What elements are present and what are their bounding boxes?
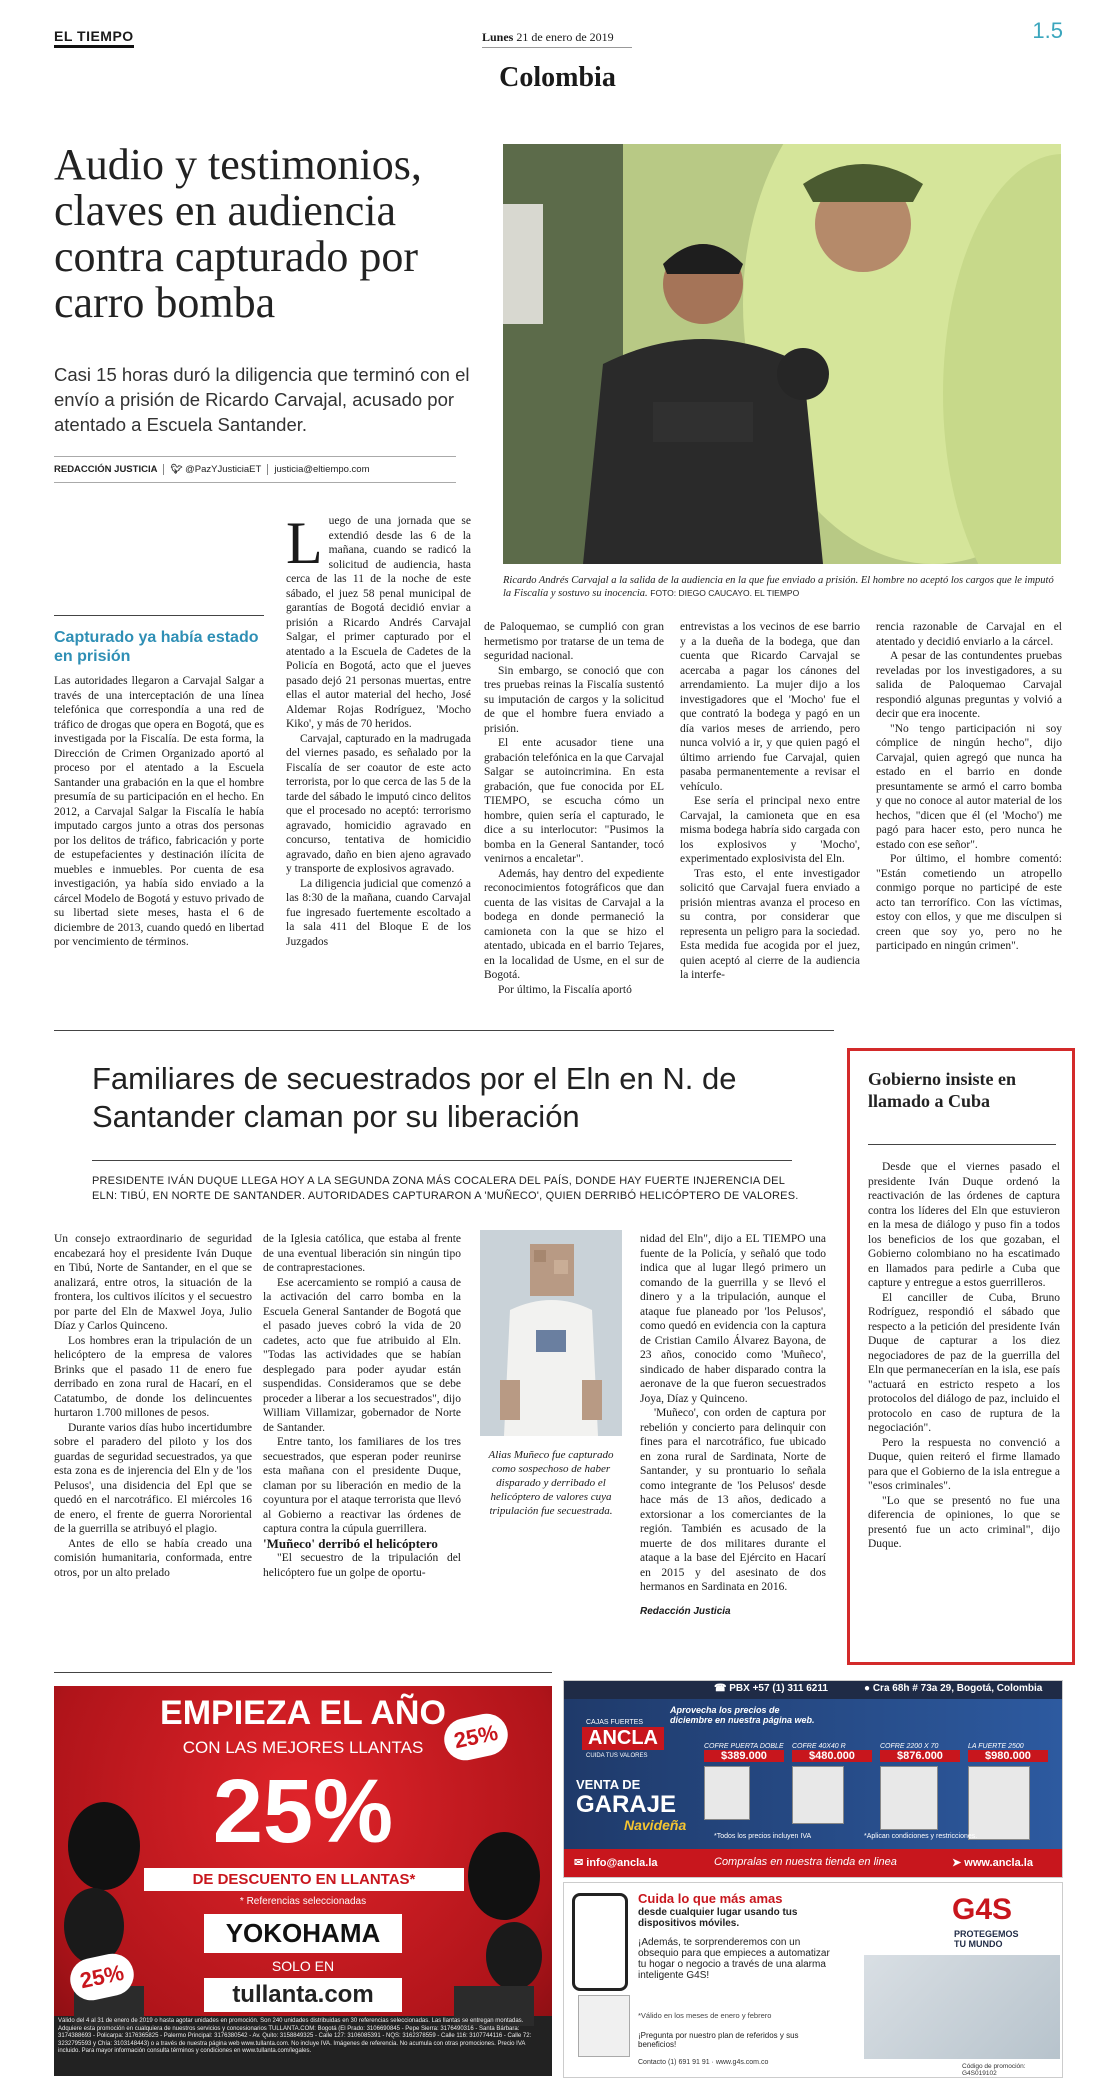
phone-icon: ☎ (714, 1683, 727, 1694)
tire-ad[interactable] (54, 1686, 552, 2076)
date-rest: 21 de enero de 2019 (516, 30, 614, 44)
safe-price: $480.000 (792, 1750, 872, 1762)
story1-col3-p1: de Paloquemao, se cumplió con gran hermetismo por tratarse de un tema de seguridad nacional. (484, 621, 664, 662)
safes-web[interactable]: ➤ www.ancla.la (952, 1857, 1033, 1869)
story1-photo (503, 144, 1061, 564)
g4s-h1: Cuida lo que más amas (638, 1891, 783, 1906)
safes-pbx: ☎ PBX +57 (1) 311 6211 (714, 1683, 828, 1694)
section-title: Colombia (499, 62, 616, 93)
story1-col5-p1: rencia razonable de Carvajal en el atentado y decidió enviarlo a la cárcel. (876, 621, 1062, 648)
story1-byline (54, 456, 456, 483)
story2-deck: PRESIDENTE IVÁN DUQUE LLEGA HOY A LA SEGUNDA ZONA MÁS COCALERA DEL PAÍS, DONDE HAY FUERTE INJERENCIA DEL ELN: TIBÚ, EN NORTE DE SANTANDER. AUTORIDADES CAPTURARON A 'MUÑECO', QUIEN DERRIBÓ HELICÓPTERO DE VALORES. (92, 1175, 799, 1202)
story2-column-2 (263, 1232, 461, 1580)
g4s-tagline-1: PROTEGEMOS (954, 1929, 1019, 1939)
byline-separator-2 (267, 464, 268, 475)
safe-item (704, 1743, 784, 1820)
safe-item (792, 1743, 872, 1824)
story1-column-4 (680, 620, 860, 983)
g4s-promo-code: Código de promoción: G4S019102 (962, 2063, 1026, 2077)
safe-label: COFRE 2200 X 70 (880, 1743, 939, 1750)
byline-twitter: @PazYJusticiaET (185, 464, 262, 476)
story2-col2-p1: de la Iglesia católica, que estaba al frente de una eventual liberación sin ningún tipo de contraprestaciones. (263, 1233, 461, 1274)
story2-col4-p1: nidad del Eln", dijo a EL TIEMPO una fuente de la Policía, y señaló que todo indica que al lugar llegó primero un comando de la guerrilla y se llevó el dinero y a la tripulación, aunque el ataque fue planeado por 'los Pelusos', como quedó en evidencia con la captura de Cristian Camilo Álvarez Bayona, de 23 años, conocido como 'Muñeco', sindicado de haber disparado contra la aeronave de la que fueron secuestrados Joya, Díaz y Quinceno. (640, 1233, 826, 1405)
woman-photo (864, 1955, 1060, 2059)
safe-price: $980.000 (968, 1750, 1048, 1762)
story2-col1-p4: Antes de ello se había creado una comisión humanitaria, conformada, entre otros, por un alto prelado (54, 1537, 252, 1579)
story1-col4-p3: Tras esto, el ente investigador solicitó que Carvajal fuera enviado a prisión mientras avanza el proceso en su contra, por considerar que representa un peligro para la sociedad. Esta medida fue acogida por el juez, quien aceptó al cierre de la audiencia la interfe- (680, 867, 860, 981)
masthead-rule (482, 47, 632, 48)
safes-email[interactable]: ✉ info@ancla.la (574, 1857, 658, 1869)
ancla-sub: CUIDA TUS VALORES (586, 1753, 648, 1759)
safe-label: COFRE 40X40 R (792, 1743, 846, 1750)
g4s-h3: ¡Además, te sorprenderemos con un obsequio para que empieces a automatizar tu hogar o negocio a través de una alarma inteligente G4S! (638, 1937, 830, 1981)
ad-only-in: SOLO EN (271, 1958, 335, 1974)
story1-column-2 (286, 510, 471, 949)
newspaper-brand: EL TIEMPO (54, 28, 134, 48)
safes-promo: Aprovecha los precios de diciembre en nuestra página web. (670, 1705, 815, 1725)
ad-big-discount: 25% (212, 1762, 394, 1862)
story2-col1-p3: Durante varios días hubo incertidumbre sobre el paradero del piloto y los dos guardas de seguridad secuestrados, ya que esta zona es de injerencia del Eln y de 'los Pelusos', una disidencia del Epl que se quedó en el narcotráfico. El miércoles 16 de enero, el frente de guerra Nororiental de la guerrilla se atribuyó el plagio. (54, 1421, 252, 1535)
g4s-h2: desde cualquier lugar usando tus dispositivos móviles. (638, 1907, 798, 1929)
safe-price: $876.000 (880, 1750, 960, 1762)
yokohama-logo: YOKOHAMA (204, 1914, 402, 1953)
sale-line2: GARAJE (576, 1791, 677, 1818)
safe-item (968, 1743, 1048, 1840)
story1-headline: Audio y testimonios, claves en audiencia contra capturado por carro bomba (54, 140, 422, 327)
ad-divider (54, 1672, 552, 1673)
ad-line2: CON LAS MEJORES LLANTAS (182, 1738, 424, 1757)
story1-col4-p2: Ese sería el principal nexo entre Carvajal, la camioneta que en esa misma bodega habría sido cargada con los explosivos y 'Mocho', experimentado explosivista del Eln. (680, 795, 860, 865)
story2-column-4 (640, 1232, 826, 1619)
tullanta-logo[interactable]: tullanta.com (204, 1978, 402, 2012)
alarm-device-graphic (578, 1995, 630, 2057)
byline-email: justicia@eltiempo.com (274, 464, 370, 476)
story2-deck-rule (92, 1160, 792, 1161)
story1-sidebar-rule (54, 615, 264, 616)
g4s-tagline-2: TU MUNDO (954, 1939, 1003, 1949)
safe-label: COFRE PUERTA DOBLE (704, 1743, 784, 1750)
ad-sub1: DE DESCUENTO EN LLANTAS* (144, 1868, 464, 1891)
story2-photo-caption: Alias Muñeco fue capturado como sospechoso de haber disparado y derribado el helicóptero de valores cuya tripulación fue secuestrada. (488, 1449, 614, 1517)
photo-credit: FOTO: DIEGO CAUCAYO. EL TIEMPO (650, 588, 800, 598)
byline-separator (163, 464, 164, 475)
ad-line1: EMPIEZA EL AÑO (160, 1694, 446, 1732)
g4s-ad[interactable] (563, 1882, 1063, 2078)
g4s-logo: G4S (952, 1893, 1013, 1926)
cuba-p1: Desde que el viernes pasado el presidente Iván Duque ordenó la reactivación de las órdenes de captura contra los líderes del Eln que estuvieron en la mesa de diálogo y puso fin a todos los beneficios de los que gozaban, el Gobierno colombiano no ha escatimado en llamados para pedirle a Cuba que capture y entregue a estos guerrilleros. (868, 1161, 1060, 1289)
story1-col5-p4: Por último, el hombre comentó: "Están cometiendo un atropello conmigo porque no participé de este acto tan terrorífico. Con las víctimas, estoy con ellos, y que me disculpen si creen que soy yo, pero no he participado en ningún crimen". (876, 853, 1062, 952)
story1-col2-p1: uego de una jornada que se extendió desde las 6 de la mañana, cuando se radicó la solicitud de audiencia, hasta cerca de las 11 de la noche de este sábado, el juez 58 penal municipal de garantías de Bogotá decidió enviar a prisión a Ricardo Andrés Carvajal Salgar, el primer capturado por el atentado a la Escuela de Cadetes de la Policía en Bogotá, acto que el jueves pasado dejó 21 personas muertas, entre ellas el autor material del hecho, José Aldemar Rojas Rodríguez, 'Mocho Kiko', y más de 70 heridos. (286, 515, 471, 730)
story1-col4-p1: entrevistas a los vecinos de ese barrio y a la dueña de la bodega, que dan cuenta que Ricardo Carvajal se acercaba a pagar los cánones del arrendamiento. La mujer dijo a los investigadores que el 'Mocho' fue el que contrató la bodega y pagó en un día varios meses de arriendo, pero nunca volvió a ir, y que quien pagó el último arriendo fue Carvajal, quien pasaba permanentemente a revisar el vehículo. (680, 621, 860, 793)
safe-label: LA FUERTE 2500 (968, 1743, 1024, 1750)
cuba-p3: Pero la respuesta no convenció a Duque, quien reiteró el firme llamado para que el Gobierno de la isla entregue a "esos criminales". (868, 1436, 1060, 1492)
cuba-p4: "Lo que se presentó no fue una diferencia de opiniones, lo que se presentó fue un acto criminal", dijo Duque. (868, 1494, 1060, 1550)
safes-address: ● Cra 68h # 73a 29, Bogotá, Colombia (864, 1683, 1043, 1694)
byline-name: REDACCIÓN JUSTICIA (54, 464, 158, 476)
ad-sub2: * Referencias seleccionadas (239, 1896, 367, 1907)
cuba-p2: El canciller de Cuba, Bruno Rodríguez, respondió el sábado que respecto a la petición del presidente Iván Duque de capturar a los diez negociadores de paz de la guerrilla del Eln que permanecerían en la isla, ese país "actuará en estricto respeto a los protocolos del diálogo de paz, incluido el protocolo en caso de ruptura de la negociación". (868, 1291, 1060, 1434)
date-day: Lunes (482, 30, 514, 44)
safe-image (704, 1766, 750, 1820)
cart-icon: ➤ (952, 1857, 962, 1869)
safe-image (968, 1766, 1030, 1840)
story1-column-5 (876, 620, 1062, 954)
story2-col1-p2: Los hombres eran la tripulación de un helicóptero de la empresa de valores Brinks que el pasado 11 de enero fue derribado en zona rural de Hacarí, en el Catatumbo, de donde los delincuentes hurtaron 1.700 millones de pesos. (54, 1334, 252, 1419)
location-icon: ● (864, 1683, 871, 1694)
sidebar-body: Las autoridades llegaron a Carvajal Salgar a través de una interceptación de una línea telefónica que correspondía a una red de tráfico de drogas que opera en Bogotá, que es investigada por la Fiscalía. De esta forma, la Dirección de Crimen Organizado aportó al proceso por el atentado a la Escuela Santander una grabación en la que el hombre presumía de su participación en el hecho. En 2012, a Carvajal Salgar la Fiscalía le había imputado cargos junto a otras dos personas por los delitos de tráfico, fabricación y porte de estupefacientes y destinación ilícita de muebles e inmuebles. Por cuenta de esa investigación, ya había sido enviado a la cárcel Modelo de Bogotá y estuvo privado de su libertad siete meses, hasta el 6 de diciembre de 2013, cuando quedó en libertad por vencimiento de términos. (54, 675, 264, 948)
story1-col2-p2: Carvajal, capturado en la madrugada del viernes pasado, es señalado por la Fiscalía de ser coautor de este acto terrorista, por lo que cerca de las 5 de la tarde del sábado le imputó cinco delitos que el procesado no aceptó: terrorismo agravado, homicidio agravado en concurso, tentativa de homicidio agravado, daño en bien ajeno agravado y transporte de explosivos agravado. (286, 732, 471, 875)
story1-col5-p3: "No tengo participación ni soy cómplice de ningún hecho", dijo Carvajal, quien agregó que nunca ha estado en el barrio en donde presuntamente se armó el carro bomba y que no conoce al autor material de los hechos, "dicen que él (el 'Mocho') me pagó para hacer esto, pero nunca he estado con ese señor". (876, 722, 1062, 851)
safe-image (792, 1766, 844, 1824)
story2-col4-p2: 'Muñeco', con orden de captura por rebelión y concierto para delinquir con fines para el narcotráfico, fue ubicado en zona rural de Sardinata, Norte de Santander, y su prontuario lo señala como integrante de 'los Pelusos' desde hace más de 13 años, dedicado a extorsionar a los comerciantes de la región. También es acusado de la muerte de dos militares durante el ataque a la base del Ejército en Hacarí en 2015 y del asesinato de dos hermanos en Sardinata en 2016. (640, 1407, 826, 1593)
safes-note2: *Aplican condiciones y restricciones. (864, 1833, 978, 1840)
safe-price: $389.000 (704, 1750, 784, 1762)
story1-col3-p3: El ente acusador tiene una grabación telefónica en la que Carvajal Salgar se autoincrimina. En esta grabación, que fue conocida por EL TIEMPO, se escucha cómo un hombre, quien sería el capturado, le dice a su interlocutor: "Pusimos la bomba en la General Santander, tocó venirnos a encaletar". (484, 737, 664, 865)
story2-signature: Redacción Justicia (640, 1605, 731, 1617)
story1-col2-p3: La diligencia judicial que comenzó a las 8:30 de la mañana, cuando Carvajal fue ingresado fuertemente escoltado a la sala 411 del Bloque E de los Juzgados (286, 877, 471, 948)
safes-products (704, 1743, 1054, 1843)
safe-image (880, 1766, 938, 1830)
caption-text: Ricardo Andrés Carvajal a la salida de la audiencia en la que fue enviado a prisión. El hombre no aceptó los cargos que le imputó la Fiscalía y sostuvo su inocencia. (503, 575, 1054, 599)
safe-item (880, 1743, 960, 1830)
story2-photo (480, 1230, 622, 1436)
story2-subhead: 'Muñeco' derribó el helicóptero (263, 1535, 438, 1551)
ancla-logo: ANCLA (582, 1727, 664, 1750)
sale-line3: Navideña (624, 1817, 687, 1833)
issue-date (482, 30, 614, 45)
ad-badge-left: 25% (66, 1950, 137, 2004)
safes-note1: *Todos los precios incluyen IVA (714, 1833, 812, 1840)
safes-shop: Compralas en nuestra tienda en linea (714, 1856, 897, 1868)
g4s-contact: Contacto (1) 691 91 91 · www.g4s.com.co (638, 2059, 769, 2066)
story2-headline: Familiares de secuestrados por el Eln en N. de Santander claman por su liberación (92, 1061, 737, 1134)
story1-col3-p2: Sin embargo, se conoció que con tres pruebas reinas la Fiscalía sustentó su imputación de cargos y la solicitud de que el hombre fuera enviado a prisión. (484, 664, 664, 735)
cuba-sidebar-rule (868, 1144, 1056, 1145)
safes-ad[interactable] (563, 1680, 1063, 1878)
story1-col5-p2: A pesar de las contundentes pruebas reveladas por los investigadores, a su salida de Paloquemao Carvajal respondió algunas preguntas y volvió a decir que era inocente. (876, 650, 1062, 720)
story2-col2-p2: Ese acercamiento se rompió a causa de la activación del carro bomba en la Escuela General Santander de Bogotá que el pasado jueves cobró la vida de 20 cadetes, acto que fue atribuido al Eln. "Todas las actividades que se habían desplegado para poder ayudar están suspendidas. Consideramos que se debe proceder a liberar a los secuestrados", dijo William Villamizar, gobernador de Norte de Santander. (263, 1276, 461, 1434)
story1-col3-p4: Además, hay dentro del expediente reconocimientos fotográficos que dan cuenta de las visitas de Carvajal a la bodega en donde permaneció la camioneta con la que se hizo el atentado, ubicada en el barrio Tejares, en la localidad de Usme, en el sur de Bogotá. (484, 867, 664, 981)
section-divider (54, 1030, 834, 1031)
ad-badge-top: 25% (440, 1710, 511, 1764)
story2-col2-p3: Entre tanto, los familiares de los tres secuestrados, que esperan poder reunirse esta mañana con el presidente Duque, claman por su liberación en medio de la coyuntura por el ataque terrorista que llevó al Gobierno a reactivar las órdenes de captura contra la cúpula guerrillera. (263, 1436, 461, 1535)
photo-illustration (503, 144, 1061, 564)
g4s-h5: ¡Pregunta por nuestro plan de referidos y sus beneficios! (638, 2031, 799, 2049)
page-number: 1.5 (1032, 18, 1063, 43)
story1-deck: Casi 15 horas duró la diligencia que terminó con el envío a prisión de Ricardo Carvajal, acusado por atentado a Escuela Santander. (54, 364, 470, 435)
story1-photo-caption (503, 574, 1059, 600)
story2-col2-p4: "El secuestro de la tripulación del helicóptero fue un golpe de oportu- (263, 1552, 461, 1579)
cuba-sidebar-title: Gobierno insiste en llamado a Cuba (868, 1069, 1017, 1111)
g4s-h4: *Válido en los meses de enero y febrero (638, 2011, 772, 2020)
story1-column-3 (484, 620, 664, 997)
mail-icon: ✉ (574, 1857, 584, 1869)
story2-col1-p1: Un consejo extraordinario de seguridad encabezará hoy el presidente Iván Duque en Tibú, Norte de Santander, en el que se analizará, entre otros, la situación de la frontera, los cultivos ilícitos y el secuestro por parte del Eln de Maxwel Joya, Julio Díaz y Carlos Quinceno. (54, 1233, 252, 1332)
ancla-top: CAJAS FUERTES (586, 1719, 644, 1726)
sale-line1: VENTA DE (576, 1777, 641, 1792)
ad-legal-text: Válido del 4 al 31 de enero de 2019 o hasta agotar unidades en promoción. Son 240 unidades distribuidas en 30 referencias seleccionadas. Las llantas se entregan montadas. Adquiere esta promoción en cualquiera de nuestros servicios y concesionarios TULLANTA.COM: Bogotá (El Prado: 3106690845 - Pepe Sierra: 3176490316 - Santa Bárbara: 3174388693 - Policarpa: 3176365825 - Palermo Principal: 3176380542 - Av. Quito: 3158849325 - Calle 127: 3106085391 - NQS: 3162378559 - Calle 116: 3107744116 - Calle 72: 3232795593 y Chía: 3103148443) o a través de nuestra página web www.tullanta.com. No incluye IVA. Imágenes de referencia. No acumula con otras promociones. Precio IVA incluido. Para mayor información consulta términos y condiciones en www.tullanta.com/legales. (58, 2018, 532, 2054)
story2-column-1 (54, 1232, 252, 1580)
twitter-icon: 🐦︎ (170, 464, 183, 476)
cuba-sidebar-body (868, 1160, 1060, 1552)
story1-col3-p5: Por último, la Fiscalía aportó (498, 983, 632, 996)
drop-cap: L (286, 510, 323, 576)
sidebar-title: Capturado ya había estado en prisión (54, 629, 259, 665)
phone-graphic (572, 1893, 628, 1991)
pixelated-suspect-photo (480, 1230, 622, 1436)
